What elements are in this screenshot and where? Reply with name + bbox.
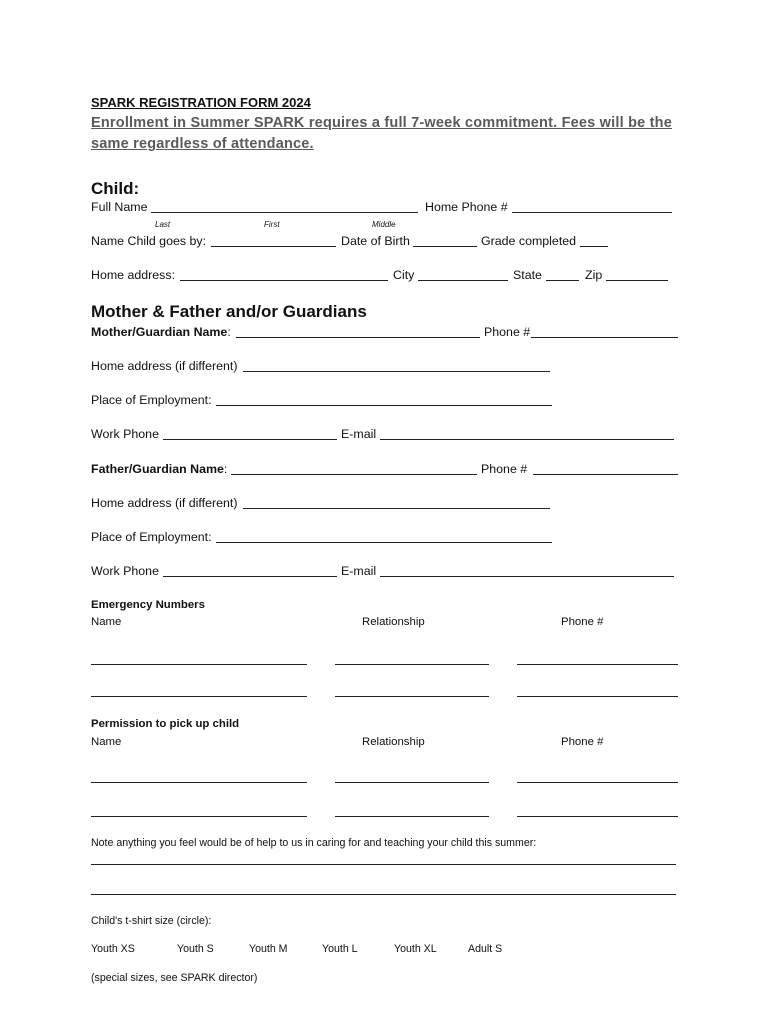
pickup-permission-heading: Permission to pick up child <box>91 718 240 730</box>
mother-phone-field[interactable] <box>531 337 678 338</box>
emergency-name-column-label: Name <box>91 616 122 628</box>
emergency-phone-column-label: Phone # <box>561 616 604 628</box>
mother-employment-label: Place of Employment: <box>91 393 212 407</box>
mother-name-field[interactable] <box>236 337 480 338</box>
emergency-name-field-1[interactable] <box>91 664 307 665</box>
father-phone-field[interactable] <box>533 474 678 475</box>
tshirt-option-youth-m[interactable]: Youth M <box>249 943 288 955</box>
first-name-sublabel: First <box>264 220 280 229</box>
father-employment-label: Place of Employment: <box>91 530 212 544</box>
emergency-name-field-2[interactable] <box>91 696 307 697</box>
father-work-phone-field[interactable] <box>163 576 337 577</box>
name-goes-by-field[interactable] <box>211 246 336 247</box>
tshirt-option-adult-s[interactable]: Adult S <box>468 943 503 955</box>
last-name-sublabel: Last <box>155 220 171 229</box>
grade-completed-label: Grade completed <box>481 234 577 248</box>
date-of-birth-label: Date of Birth <box>341 234 410 248</box>
middle-name-sublabel: Middle <box>372 220 396 229</box>
emergency-numbers-heading: Emergency Numbers <box>91 599 205 611</box>
notes-field-1[interactable] <box>91 864 676 865</box>
pickup-phone-column-label: Phone # <box>561 736 604 748</box>
tshirt-option-youth-xl[interactable]: Youth XL <box>394 943 437 955</box>
mother-employment-field[interactable] <box>216 405 552 406</box>
home-phone-label: Home Phone # <box>425 200 508 214</box>
full-name-label: Full Name <box>91 200 148 214</box>
pickup-phone-field-1[interactable] <box>517 782 678 783</box>
full-name-field[interactable] <box>151 212 418 213</box>
tshirt-option-youth-l[interactable]: Youth L <box>322 943 358 955</box>
enrollment-notice-line1: Enrollment in Summer SPARK requires a full 7-week commitment. Fees will be the <box>91 115 672 131</box>
child-home-address-label: Home address: <box>91 268 176 282</box>
tshirt-size-label: Child's t-shirt size (circle): <box>91 915 212 927</box>
emergency-phone-field-1[interactable] <box>517 664 678 665</box>
name-goes-by-label: Name Child goes by: <box>91 234 207 248</box>
notes-field-2[interactable] <box>91 894 676 895</box>
mother-work-phone-label: Work Phone <box>91 427 159 441</box>
zip-label: Zip <box>585 268 603 282</box>
father-name-field[interactable] <box>231 474 477 475</box>
pickup-phone-field-2[interactable] <box>517 816 678 817</box>
father-phone-label: Phone # <box>481 462 528 476</box>
father-name-label: Father/Guardian Name: <box>91 462 228 476</box>
father-email-label: E-mail <box>341 564 377 578</box>
form-title: SPARK REGISTRATION FORM 2024 <box>91 95 311 110</box>
mother-email-label: E-mail <box>341 427 377 441</box>
emergency-phone-field-2[interactable] <box>517 696 678 697</box>
father-employment-field[interactable] <box>216 542 552 543</box>
date-of-birth-field[interactable] <box>413 246 477 247</box>
mother-email-field[interactable] <box>380 439 674 440</box>
mother-work-phone-field[interactable] <box>163 439 337 440</box>
notes-label: Note anything you feel would be of help to us in caring for and teaching your child this summer: <box>91 837 537 849</box>
mother-home-address-field[interactable] <box>243 371 550 372</box>
emergency-relationship-field-2[interactable] <box>335 696 489 697</box>
emergency-relationship-field-1[interactable] <box>335 664 489 665</box>
mother-name-label: Mother/Guardian Name: <box>91 325 231 339</box>
city-field[interactable] <box>418 280 508 281</box>
father-home-address-label: Home address (if different) <box>91 496 238 510</box>
tshirt-option-youth-s[interactable]: Youth S <box>177 943 214 955</box>
state-label: State <box>513 268 542 282</box>
grade-completed-field[interactable] <box>580 246 608 247</box>
father-work-phone-label: Work Phone <box>91 564 159 578</box>
pickup-relationship-field-2[interactable] <box>335 816 489 817</box>
father-email-field[interactable] <box>380 576 674 577</box>
enrollment-notice-line2: same regardless of attendance. <box>91 136 314 152</box>
state-field[interactable] <box>546 280 579 281</box>
child-home-address-field[interactable] <box>180 280 388 281</box>
special-sizes-note: (special sizes, see SPARK director) <box>91 972 258 984</box>
emergency-relationship-column-label: Relationship <box>362 616 425 628</box>
pickup-name-column-label: Name <box>91 736 122 748</box>
mother-home-address-label: Home address (if different) <box>91 359 238 373</box>
zip-field[interactable] <box>606 280 668 281</box>
pickup-name-field-1[interactable] <box>91 782 307 783</box>
pickup-name-field-2[interactable] <box>91 816 307 817</box>
mother-phone-label: Phone # <box>484 325 531 339</box>
pickup-relationship-field-1[interactable] <box>335 782 489 783</box>
child-section-heading: Child: <box>91 179 140 198</box>
parents-section-heading: Mother & Father and/or Guardians <box>91 302 367 321</box>
city-label: City <box>393 268 415 282</box>
father-home-address-field[interactable] <box>243 508 550 509</box>
tshirt-option-youth-xs[interactable]: Youth XS <box>91 943 135 955</box>
pickup-relationship-column-label: Relationship <box>362 736 425 748</box>
home-phone-field[interactable] <box>512 212 672 213</box>
